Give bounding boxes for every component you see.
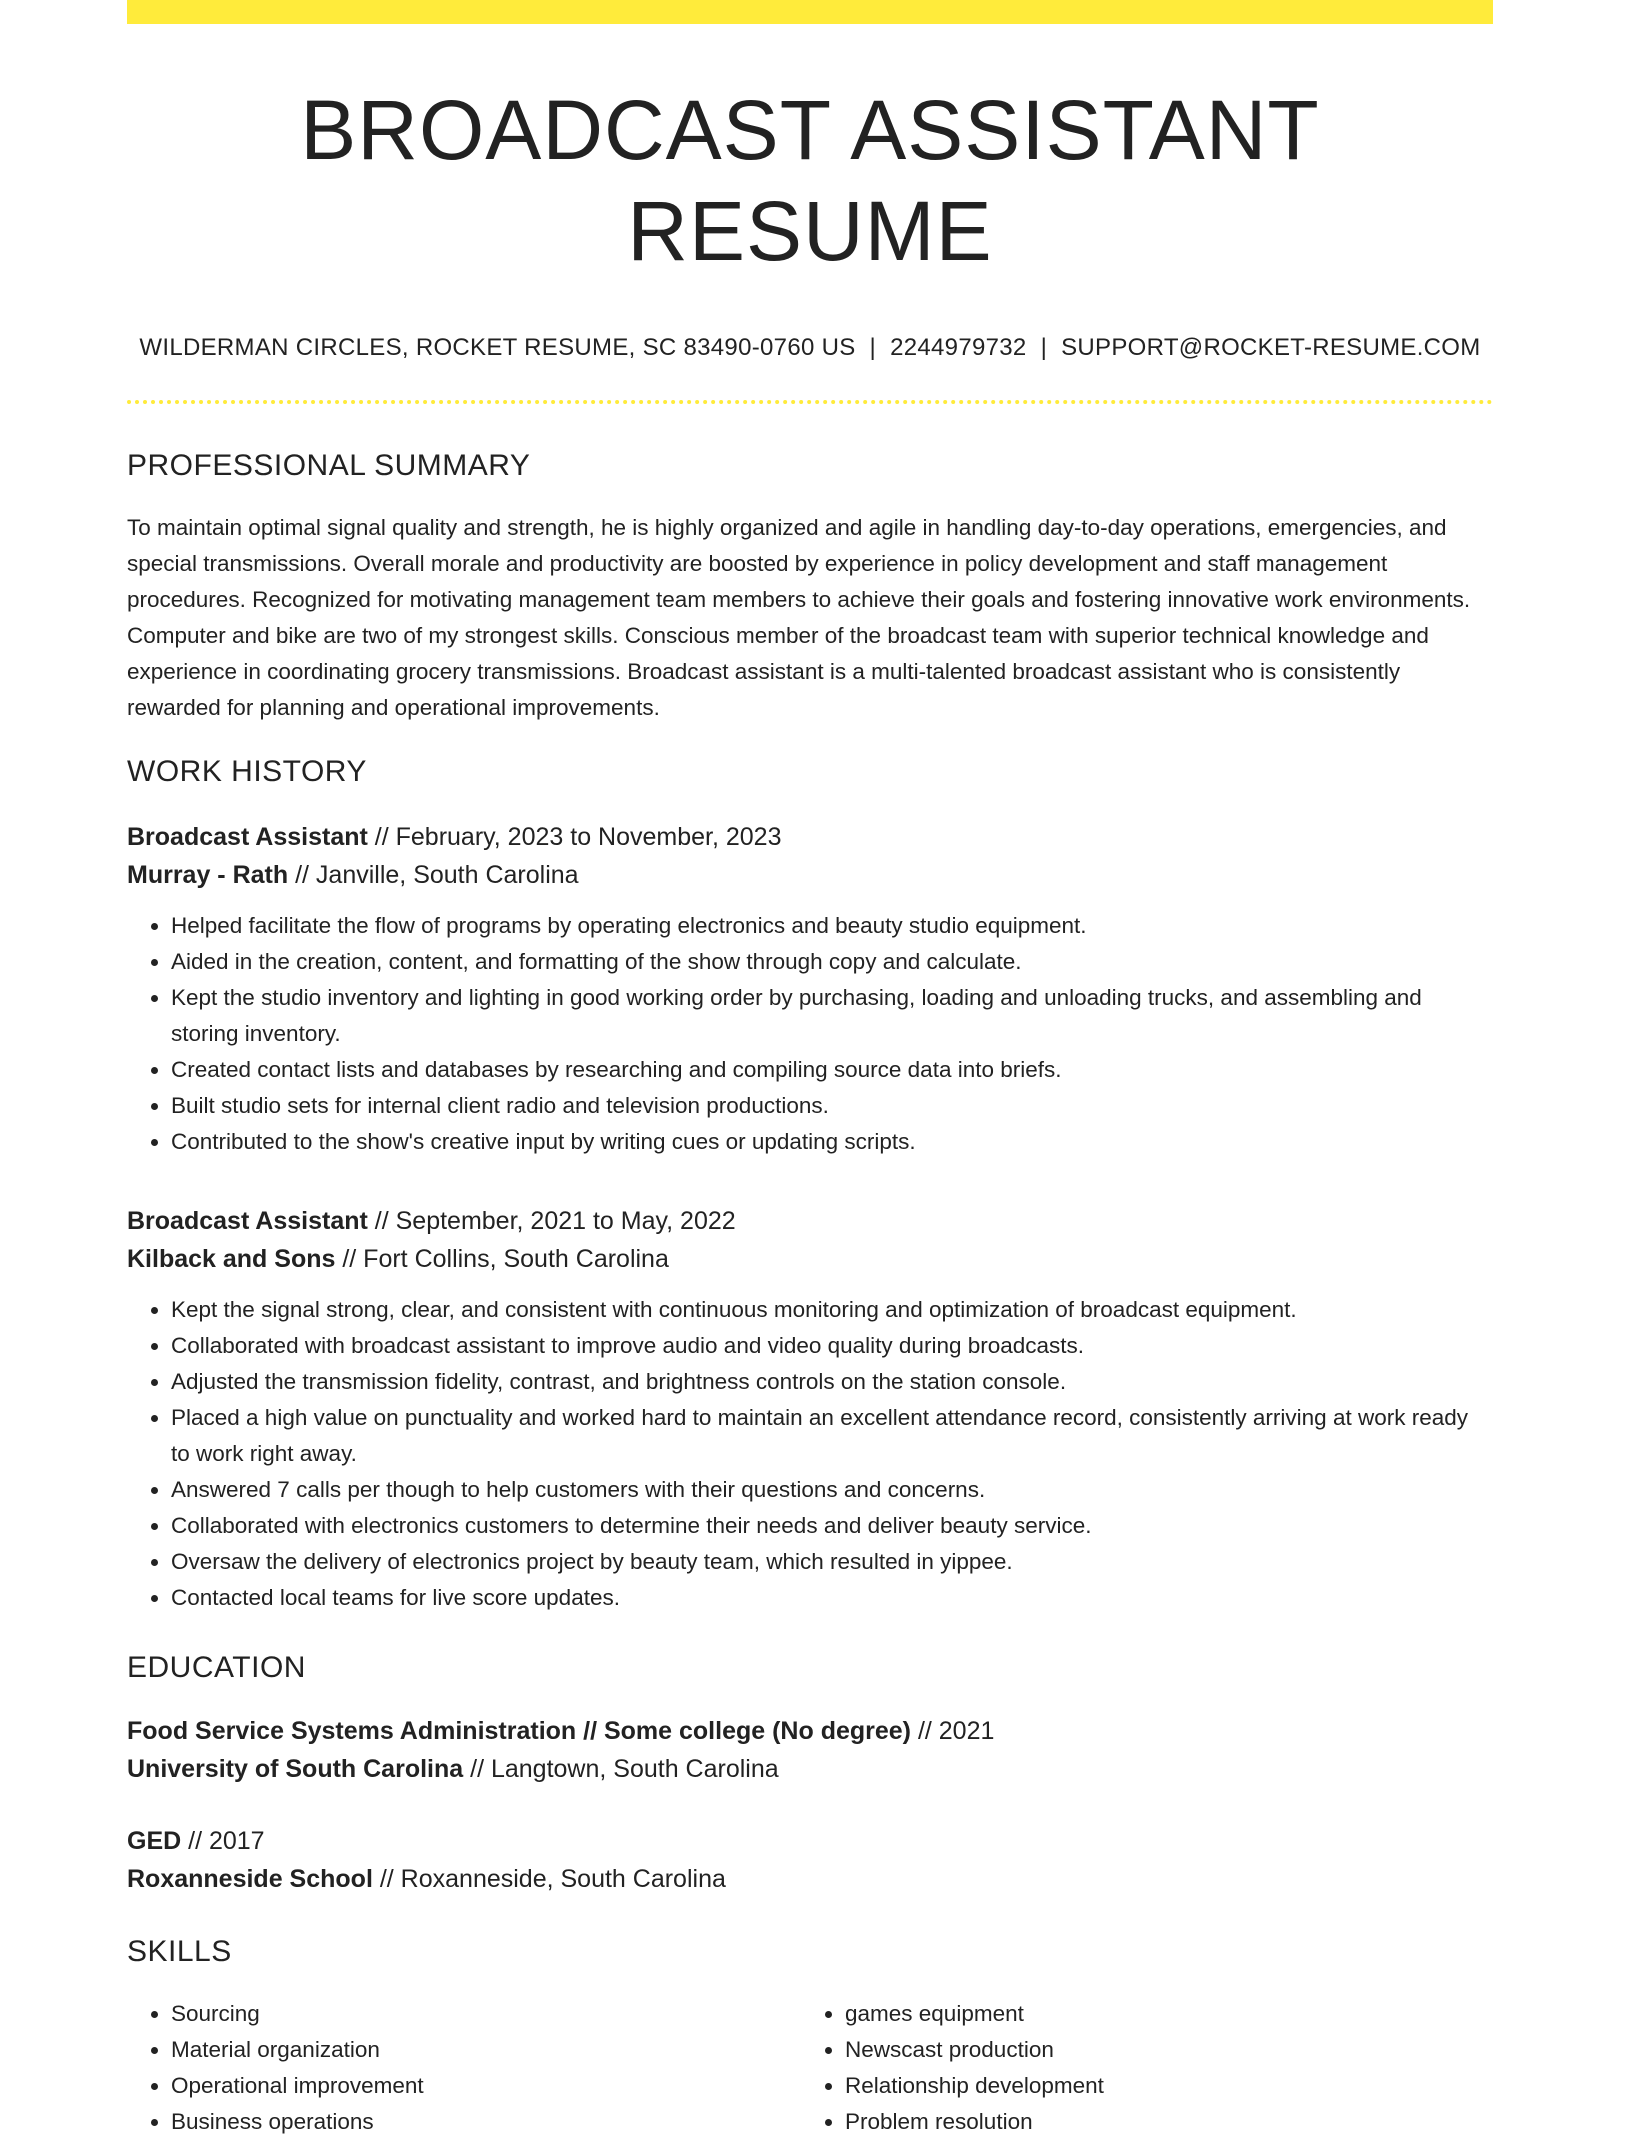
list-item: • Problem resolution — [845, 2104, 1475, 2140]
education-school-line — [127, 1860, 1493, 1898]
contact-line — [127, 334, 1493, 362]
job-title: Broadcast Assistant — [127, 1206, 368, 1235]
top-accent-bar — [127, 0, 1493, 24]
contact-separator: | — [869, 333, 877, 361]
job-company: Murray - Rath — [127, 860, 289, 889]
contact-email: SUPPORT@ROCKET-RESUME.COM — [1061, 333, 1481, 361]
list-item: • Aided in the creation, content, and formatting of the show through copy and calculate. — [171, 944, 1493, 980]
education-entry — [127, 1712, 1493, 1788]
list-item: • Relationship development — [845, 2068, 1475, 2104]
list-item: • Collaborated with electronics customers to determine their needs and deliver beauty service. — [171, 1508, 1493, 1544]
skills-column-left — [127, 1996, 801, 2140]
job-title: Broadcast Assistant — [127, 822, 368, 851]
education-school: University of South Carolina — [127, 1754, 464, 1783]
skills-heading: SKILLS — [127, 1934, 232, 1968]
education-heading: EDUCATION — [127, 1650, 306, 1684]
education-school-line — [127, 1750, 1493, 1788]
list-item: • Collaborated with broadcast assistant to improve audio and video quality during broadcasts. — [171, 1328, 1493, 1364]
job-dates: // February, 2023 to November, 2023 — [367, 822, 782, 851]
education-location: // Langtown, South Carolina — [463, 1754, 779, 1783]
job-title-line — [127, 818, 1493, 856]
list-item: • Newscast production — [845, 2032, 1475, 2068]
job-entry — [127, 818, 1493, 1160]
list-item: • Created contact lists and databases by researching and compiling source data into briefs. — [171, 1052, 1493, 1088]
dotted-divider — [127, 400, 1493, 404]
education-degree: Food Service Systems Administration // Some college (No degree) — [127, 1716, 911, 1745]
education-degree: GED — [127, 1826, 182, 1855]
list-item: • Oversaw the delivery of electronics project by beauty team, which resulted in yippee. — [171, 1544, 1493, 1580]
list-item: • Contacted local teams for live score updates. — [171, 1580, 1493, 1616]
list-item: • Kept the signal strong, clear, and consistent with continuous monitoring and optimization of broadcast equipment. — [171, 1292, 1493, 1328]
job-company-line — [127, 856, 1493, 894]
list-item: • Built studio sets for internal client radio and television productions. — [171, 1088, 1493, 1124]
list-item: • Answered 7 calls per though to help customers with their questions and concerns. — [171, 1472, 1493, 1508]
education-degree-line — [127, 1822, 1493, 1860]
page-title: BROADCAST ASSISTANT RESUME — [300, 83, 1320, 278]
list-item: • Placed a high value on punctuality and worked hard to maintain an excellent attendance record, consistently arriving at work ready to work right away. — [171, 1400, 1493, 1472]
education-school: Roxanneside School — [127, 1864, 373, 1893]
list-item: • Adjusted the transmission fidelity, contrast, and brightness controls on the station console. — [171, 1364, 1493, 1400]
resume-page — [127, 0, 1493, 2140]
contact-phone: 2244979732 — [890, 333, 1027, 361]
education-degree-line — [127, 1712, 1493, 1750]
job-location: // Janville, South Carolina — [288, 860, 579, 889]
list-item: • games equipment — [845, 1996, 1475, 2032]
job-company-line — [127, 1240, 1493, 1278]
job-bullets — [127, 908, 1493, 1160]
job-location: // Fort Collins, South Carolina — [335, 1244, 669, 1273]
education-location: // Roxanneside, South Carolina — [372, 1864, 726, 1893]
job-company: Kilback and Sons — [127, 1244, 336, 1273]
skills-list — [127, 1996, 1493, 2140]
contact-separator: | — [1040, 333, 1048, 361]
list-item: • Kept the studio inventory and lighting in good working order by purchasing, loading and unloading trucks, and assembling and storing inventory. — [171, 980, 1493, 1052]
summary-heading: PROFESSIONAL SUMMARY — [127, 448, 531, 482]
list-item: • Sourcing — [171, 1996, 801, 2032]
contact-address: WILDERMAN CIRCLES, ROCKET RESUME, SC 83490-0760 US — [139, 333, 856, 361]
job-bullets — [127, 1292, 1493, 1616]
work-history-heading: WORK HISTORY — [127, 754, 367, 788]
skills-column-right — [801, 1996, 1475, 2140]
job-dates: // September, 2021 to May, 2022 — [367, 1206, 736, 1235]
list-item: • Contributed to the show's creative input by writing cues or updating scripts. — [171, 1124, 1493, 1160]
list-item: • Helped facilitate the flow of programs by operating electronics and beauty studio equipment. — [171, 908, 1493, 944]
education-entry — [127, 1822, 1493, 1898]
job-entry — [127, 1202, 1493, 1616]
list-item: • Operational improvement — [171, 2068, 801, 2104]
summary-text: To maintain optimal signal quality and strength, he is highly organized and agile in handling day-to-day operations, emergencies, and special transmissions. Overall morale and productivity are boosted by experience in policy development and staff management procedures. Recognized for motivating management team members to achieve their goals and fostering innovative work environments. Computer and bike are two of my strongest skills. Conscious member of the broadcast team with superior technical knowledge and experience in coordinating grocery transmissions. Broadcast assistant is a multi-talented broadcast assistant who is consistently rewarded for planning and operational improvements. — [127, 514, 1471, 720]
job-title-line — [127, 1202, 1493, 1240]
list-item: • Business operations — [171, 2104, 801, 2140]
education-year: // 2017 — [181, 1826, 265, 1855]
education-year: // 2021 — [911, 1716, 995, 1745]
list-item: • Material organization — [171, 2032, 801, 2068]
